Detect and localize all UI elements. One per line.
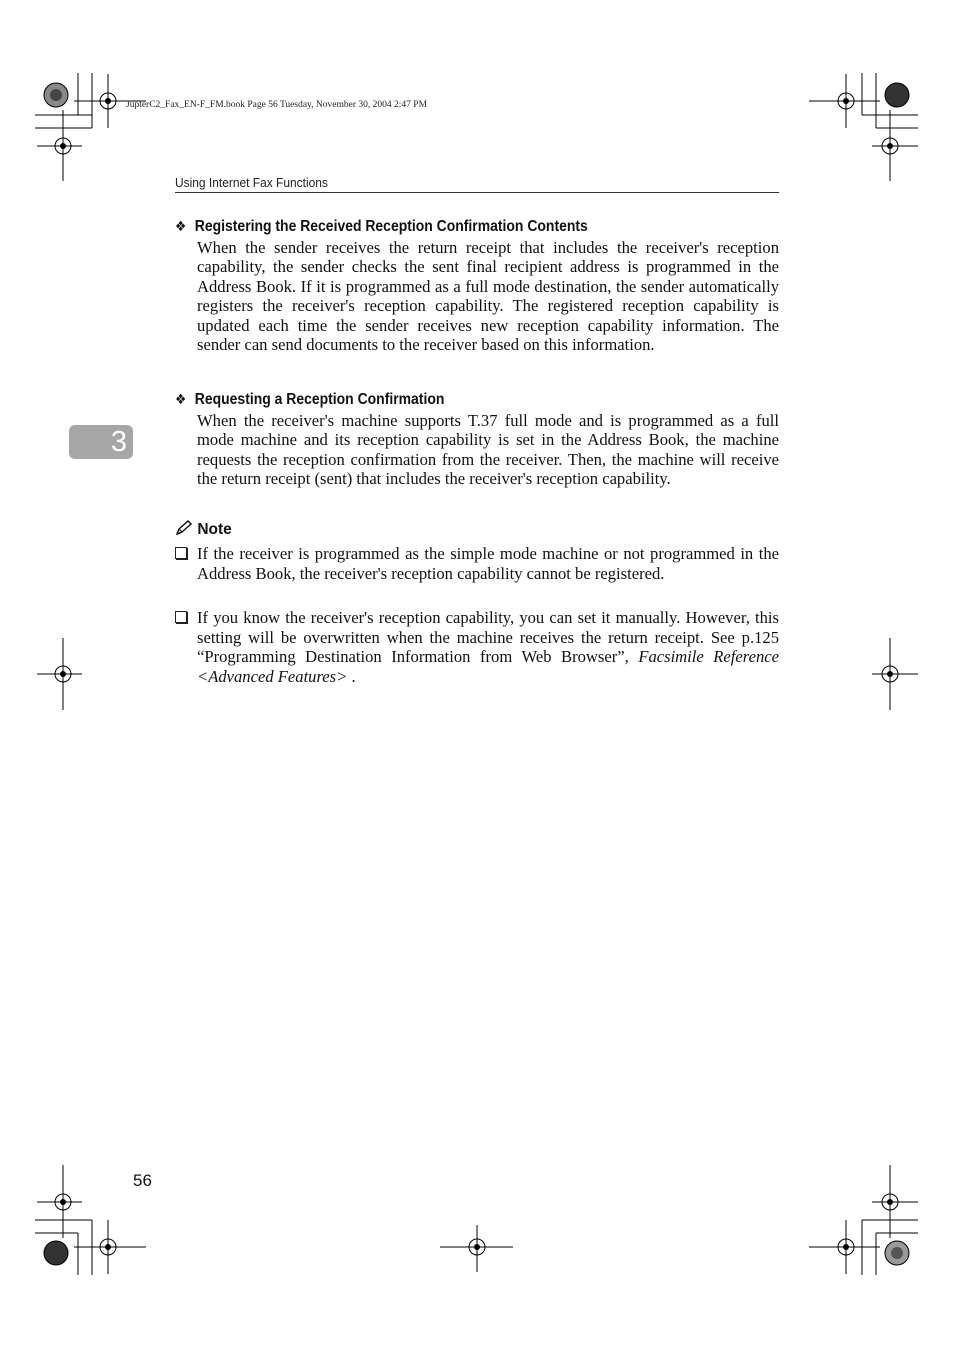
section-body: When the sender receives the return receipt that includes the receiver's reception capability, the sender checks the sent final recipient address is programmed in the Address Book. If it is programmed as a full mode destination, the sender automatically registers the receiver's reception capability. The registered reception capability is updated each time the sender receives new reception capability information. The sender can send documents to the receiver based on this information.	[197, 238, 779, 355]
note-item-text: If the receiver is programmed as the simple mode machine or not programmed in the Address Book, the receiver's reception capability cannot be registered.	[197, 544, 779, 583]
note-heading	[175, 520, 232, 539]
header-rule	[175, 192, 779, 193]
diamond-bullet-icon: ❖	[175, 391, 187, 407]
page-number: 56	[133, 1171, 152, 1190]
section-heading-text: Registering the Received Reception Confirmation Contents	[194, 218, 588, 235]
running-header: Using Internet Fax Functions	[175, 175, 328, 190]
section-heading-text: Requesting a Reception Confirmation	[194, 391, 445, 408]
checkbox-icon	[175, 611, 187, 623]
diamond-bullet-icon: ❖	[175, 218, 187, 234]
section-body: When the receiver's machine supports T.37 full mode and is programmed as a full mode machine and its reception capability is set in the Address Book, the machine requests the reception confirmation from the receiver. Then, the machine will receive the return receipt (sent) that includes the receiver's reception capability.	[197, 411, 779, 489]
note-heading-text: Note	[197, 521, 232, 538]
note-item	[175, 544, 779, 583]
note-item	[175, 608, 779, 686]
section-heading	[175, 391, 719, 409]
reference-link[interactable]: Facsimile Reference <Advanced Features>	[197, 647, 779, 686]
checkbox-icon	[175, 547, 187, 559]
section-requesting	[175, 391, 779, 489]
section-heading	[175, 218, 719, 236]
note-item-text	[197, 608, 779, 686]
book-info-line: JupterC2_Fax_EN-F_FM.book Page 56 Tuesday, November 30, 2004 2:47 PM	[126, 100, 428, 110]
chapter-tab	[69, 425, 133, 459]
note-item-suffix: .	[347, 666, 356, 686]
chapter-number: 3	[110, 426, 127, 458]
section-registering	[175, 218, 779, 354]
note-item-text-main: If you know the receiver's reception capability, you can set it manually. However, this setting will be overwritten when the machine receives the return receipt. See p.125 “Programming Destination Information from Web Browser”,	[197, 608, 779, 667]
pencil-icon	[175, 520, 193, 536]
